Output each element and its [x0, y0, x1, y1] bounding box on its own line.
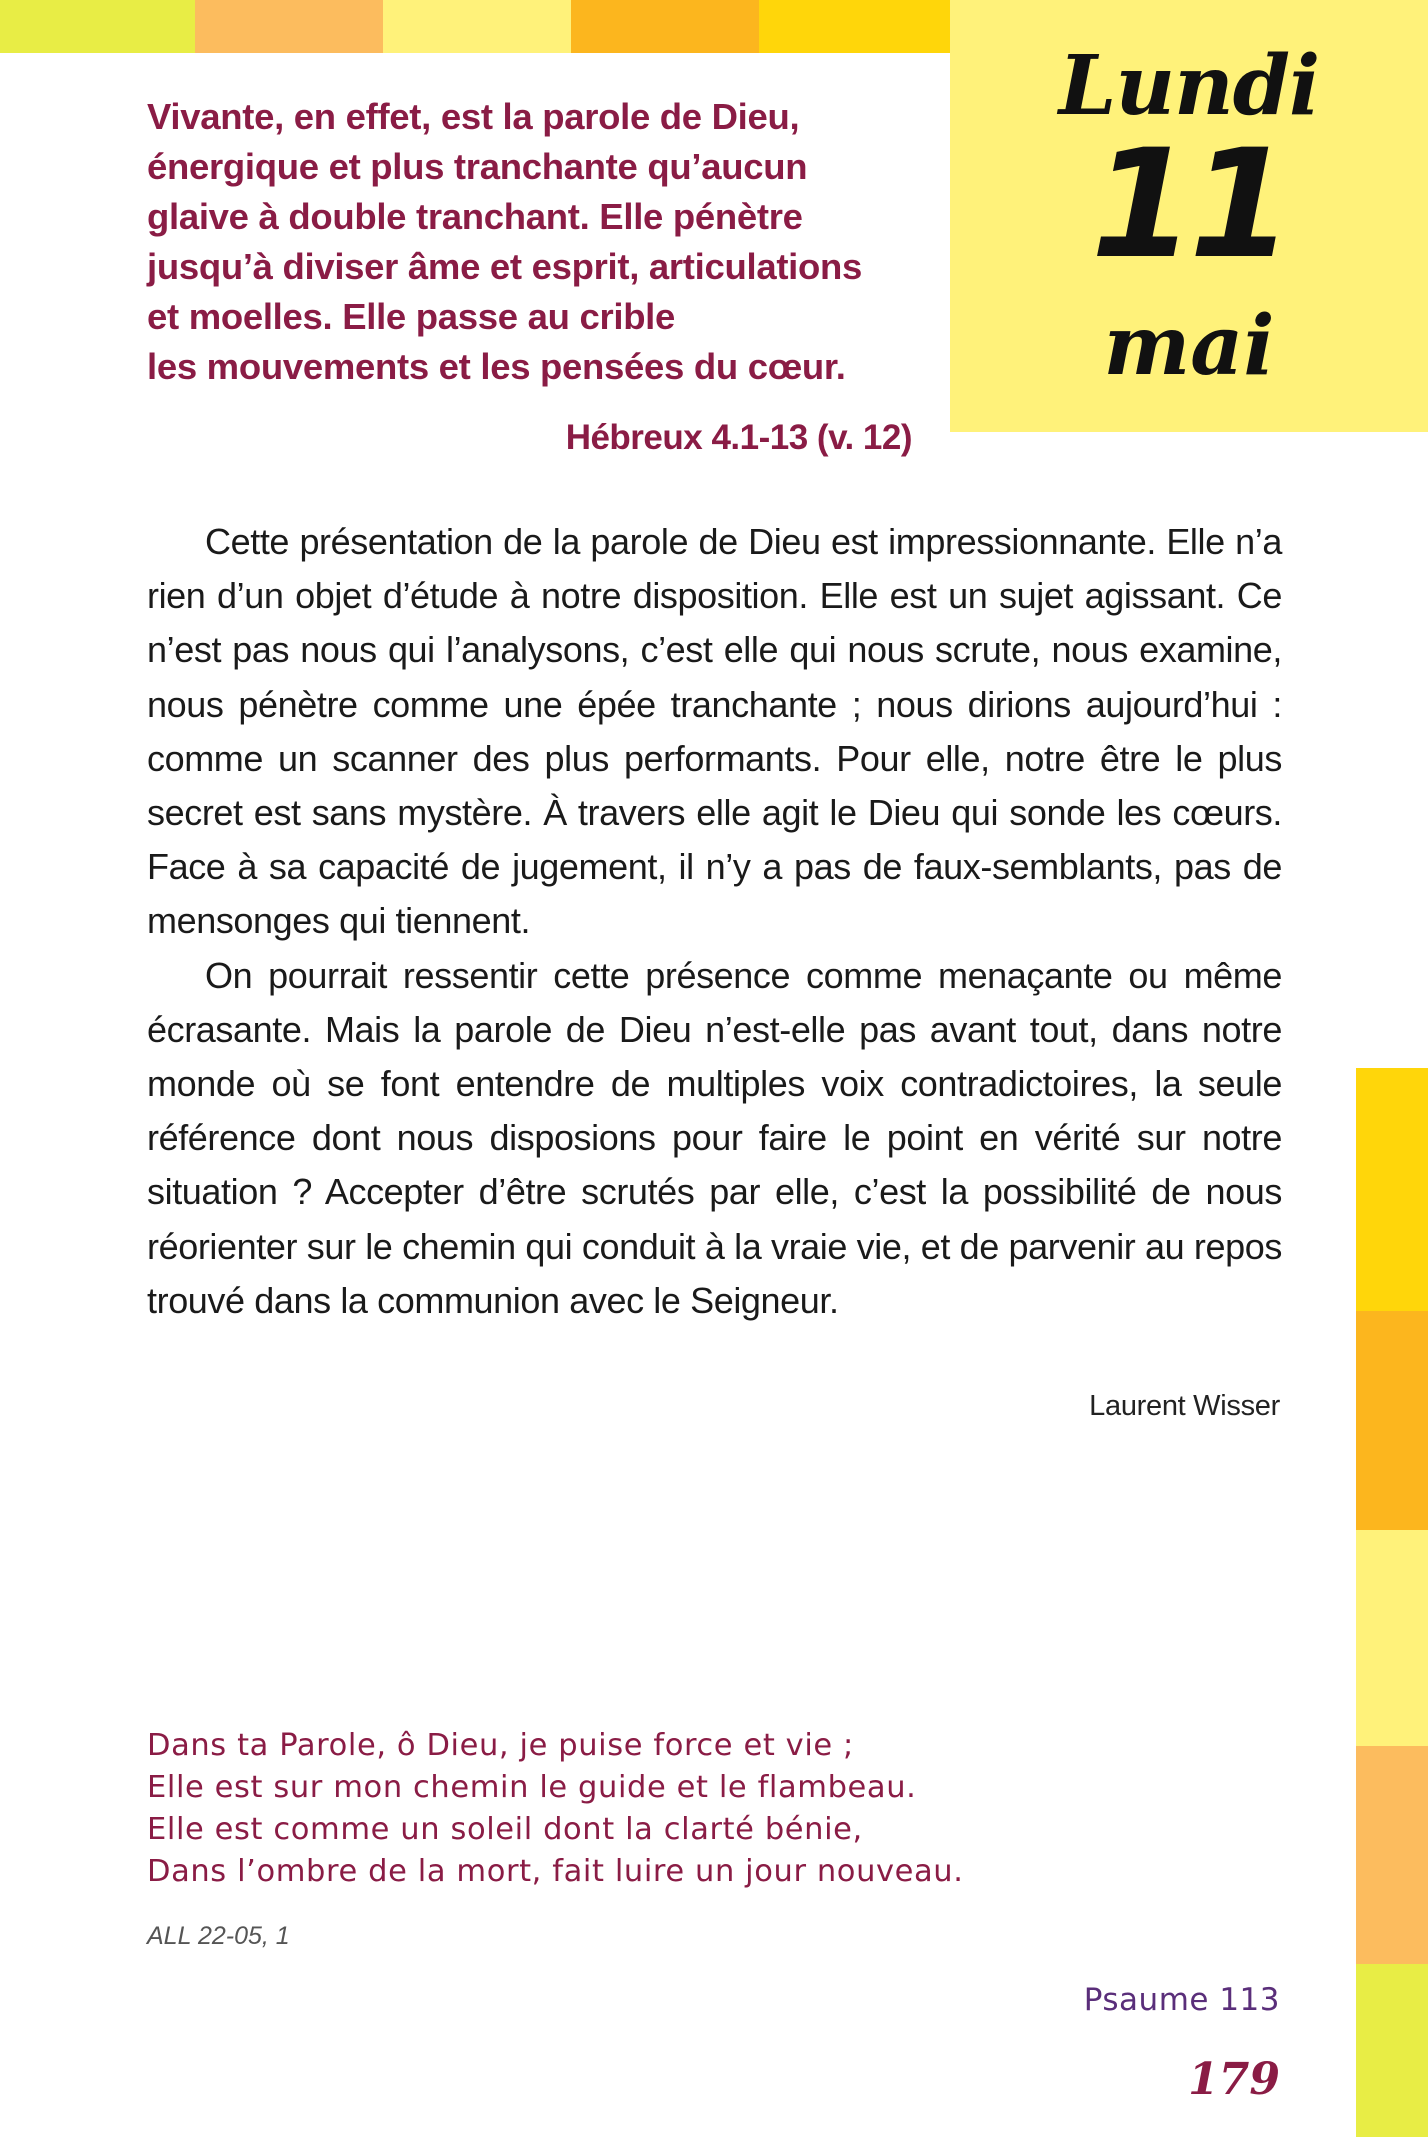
hymn-line: Elle est comme un soleil dont la clarté bénie, — [147, 1812, 863, 1847]
date-box — [950, 0, 1428, 432]
psalm-reference: Psaume 113 — [1083, 1982, 1280, 2018]
top-strip-segment — [383, 0, 571, 53]
date-weekday: Lundi — [1058, 38, 1320, 134]
side-strip-segment — [1356, 1068, 1428, 1311]
hymn-line: Dans ta Parole, ô Dieu, je puise force et vie ; — [147, 1728, 854, 1763]
meditation-paragraph: On pourrait ressentir cette présence comme menaçante ou même écrasante. Mais la parole de Dieu n’est-elle pas avant tout, dans notre monde où se font entendre de multiples voix contradictoires, la seule référence dont nous disposions pour faire le point en vérité sur notre situation ? Accepter d’être scrutés par elle, c’est la possibilité de nous réorienter sur le chemin qui conduit à la vraie vie, et de parvenir au repos trouvé dans la communion avec le Seigneur. — [147, 954, 1282, 1321]
verse-reference: Hébreux 4.1-13 (v. 12) — [565, 418, 912, 457]
top-strip-segment — [759, 0, 950, 53]
verse-line: jusqu’à diviser âme et esprit, articulations — [147, 246, 863, 287]
verse-line: Vivante, en effet, est la parole de Dieu, — [147, 96, 800, 137]
side-strip-segment — [1356, 1964, 1428, 2137]
date-day-number: 11 — [1090, 118, 1288, 292]
author-name: Laurent Wisser — [1089, 1390, 1280, 1422]
top-strip-segment — [571, 0, 759, 53]
verse-line: et moelles. Elle passe au crible — [147, 296, 676, 337]
top-strip-segment — [195, 0, 383, 53]
hymn-reference: ALL 22-05, 1 — [147, 1922, 290, 1950]
meditation-paragraph: Cette présentation de la parole de Dieu est impressionnante. Elle n’a rien d’un objet d’étude à notre disposition. Elle est un sujet agissant. Ce n’est pas nous qui l’analysons, c’est elle qui nous scrute, nous examine, nous pénètre comme une épée tranchante ; nous dirions aujourd’hui : comme un scanner des plus performants. Pour elle, notre être le plus secret est sans mystère. À travers elle agit le Dieu qui sonde les cœurs. Face à sa capacité de jugement, il n’y a pas de faux-semblants, pas de mensonges qui tiennent. — [147, 521, 1282, 942]
date-month: mai — [1103, 298, 1275, 394]
verse-line: les mouvements et les pensées du cœur. — [147, 346, 846, 387]
top-strip-segment — [0, 0, 195, 53]
bible-verse — [147, 92, 947, 392]
hymn-stanza — [147, 1725, 1047, 1893]
hymn-line: Elle est sur mon chemin le guide et le flambeau. — [147, 1770, 917, 1805]
verse-line: énergique et plus tranchante qu’aucun — [147, 146, 808, 187]
verse-line: glaive à double tranchant. Elle pénètre — [147, 196, 803, 237]
meditation-text — [147, 515, 1282, 1328]
side-strip-segment — [1356, 1530, 1428, 1746]
page-number: 179 — [1188, 2054, 1280, 2105]
side-strip-segment — [1356, 1746, 1428, 1964]
top-color-strip — [0, 0, 950, 53]
hymn-line: Dans l’ombre de la mort, fait luire un jour nouveau. — [147, 1854, 964, 1889]
side-strip-segment — [1356, 1311, 1428, 1530]
